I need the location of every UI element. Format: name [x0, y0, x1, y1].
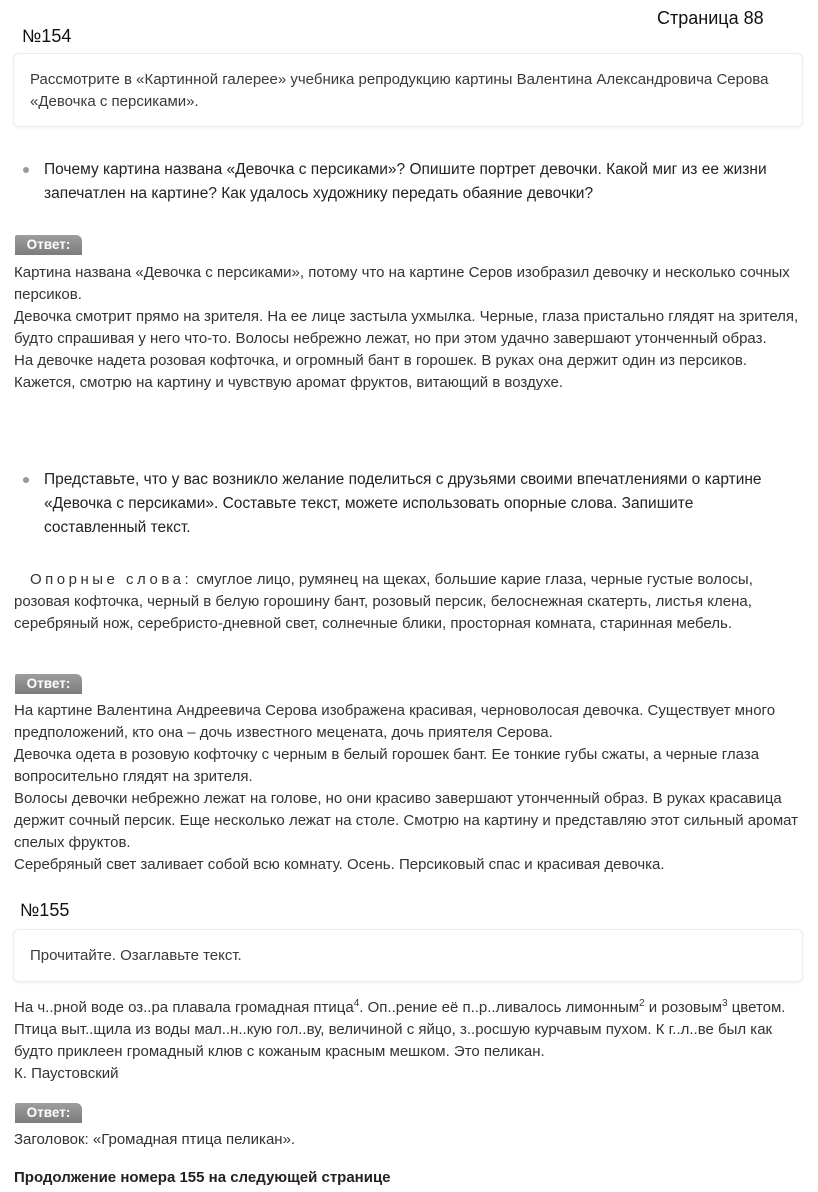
answer-1-paragraph: Кажется, смотрю на картину и чувствую аромат фруктов, витающий в воздухе. — [14, 374, 564, 391]
answer-badge: Ответ: — [15, 674, 82, 694]
answer-badge: Ответ: — [15, 235, 82, 255]
bullet-icon — [23, 477, 29, 483]
answer-2-paragraph: Девочка одета в розовую кофточку с черным в белый горошек бант. Ее тонкие губы сжаты, а черные глаза вопросительно глядят на зрителя. — [14, 746, 760, 785]
exercise-text: На ч..рной воде оз..ра плавала громадная птица$^4$. Оп..рение её п..р..ливалось лимонным$^2$ и розовым$^3$ цветом. Птица выт..щила из воды мал..н..кую гол..ву, величиной с яйцо, з..росшую курчавым пухом. К г..л..ве был как будто приклеен громадный клюв с кожаным красным мешком. Это пеликан. — [14, 998, 786, 1060]
footnote-mark: 2 — [639, 998, 645, 1009]
task-155-answer — [14, 1129, 804, 1151]
answer-2-paragraph: На картине Валентина Андреевича Серова изображена красивая, черноволосая девочка. Существует много предположений, кто она – дочь известного мецената, дочь приятеля Серова. — [14, 702, 776, 741]
task-154-instruction: Рассмотрите в «Картинной галерее» учебника репродукцию картины Валентина Александровича Серова «Девочка с персиками». — [30, 71, 769, 110]
task-155-instruction: Прочитайте. Озаглавьте текст. — [30, 947, 242, 964]
footnote-mark: 4 — [353, 998, 360, 1009]
bullet-icon — [23, 167, 29, 173]
answer-text: Заголовок: «Громадная птица пеликан». — [14, 1131, 296, 1148]
question-1-text: Почему картина названа «Девочка с персиками»? Опишите портрет девочки. Какой миг из ее жизни запечатлен на картине? Как удалось художнику передать обаяние девочки? — [44, 161, 767, 202]
continuation-note: Продолжение номера 155 на следующей странице — [14, 1169, 391, 1186]
question-2-text: Представьте, что у вас возникло желание поделиться с друзьями своими впечатлениями о картине «Девочка с персиками». Составьте текст, можете использовать опорные слова. Запишите составленный текст. — [44, 471, 762, 536]
task-155-number: №155 — [20, 900, 70, 920]
page-number: Страница 88 — [657, 8, 764, 28]
answer-1-paragraph: Картина названа «Девочка с персиками», потому что на картине Серов изобразил девочку и несколько сочных персиков. — [14, 264, 790, 303]
task-155-box — [13, 929, 803, 982]
task-154-box — [13, 53, 803, 127]
task-155-text — [14, 997, 804, 1085]
footnote-mark: 3 — [721, 998, 728, 1009]
task-154-number: №154 — [22, 26, 72, 46]
answer-2-paragraph: Волосы девочки небрежно лежат на голове, но они красиво завершают утонченный образ. В руках красавица держит сочный персик. Еще несколько лежат на столе. Смотрю на картину и представляю этот сильный аромат спелых фруктов. — [14, 790, 799, 851]
answer-badge: Ответ: — [15, 1103, 82, 1123]
answer-1-paragraph: Девочка смотрит прямо на зрителя. На ее лице застыла ухмылка. Черные, глаза пристально глядят на зрителя, будто спрашивая у него что-то. Волосы небрежно лежат, но при этом удачно завершают утонченный образ. — [14, 308, 799, 347]
text-author: К. Паустовский — [14, 1065, 119, 1082]
task-154-support-words — [14, 569, 804, 635]
support-words-label: Опорные слова: — [30, 571, 193, 588]
task-154-answer-2 — [14, 700, 804, 876]
answer-2-paragraph: Серебряный свет заливает собой всю комнату. Осень. Персиковый спас и красивая девочка. — [14, 856, 665, 873]
support-words-list: смуглое лицо, румянец на щеках, большие карие глаза, черные густые волосы, розовая кофточка, черный в белую горошину бант, розовый персик, белоснежная скатерть, листья клена, серебряный нож, серебристо-дневной свет, солнечные блики, просторная комната, старинная мебель. — [14, 571, 753, 632]
task-154-question-2 — [23, 468, 793, 540]
task-154-question-1 — [23, 158, 793, 206]
answer-1-paragraph: На девочке надета розовая кофточка, и огромный бант в горошек. В руках она держит один из персиков. — [14, 352, 748, 369]
task-154-answer-1 — [14, 262, 804, 394]
